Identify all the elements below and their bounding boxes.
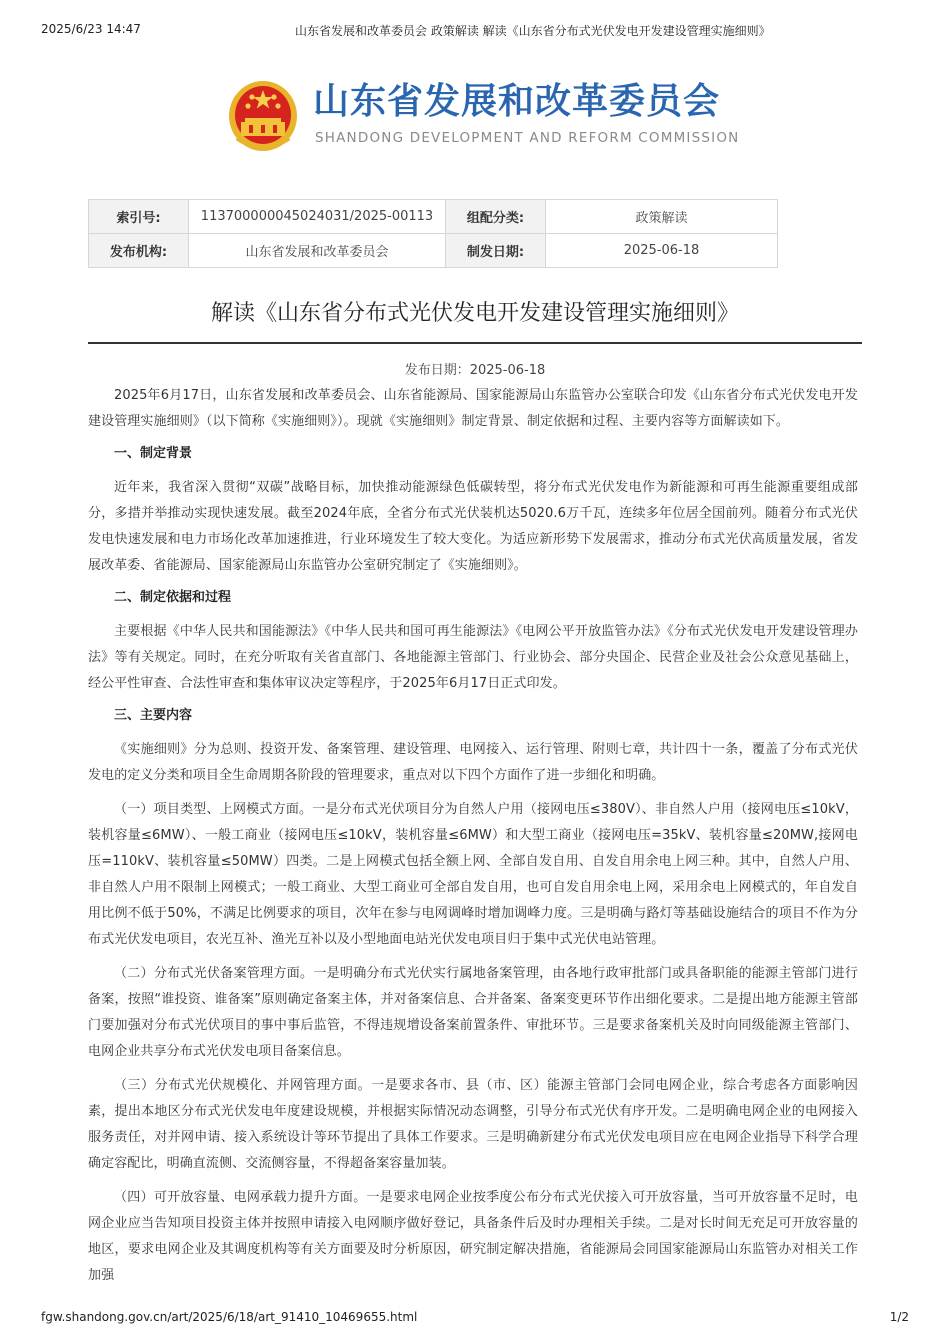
- paragraph: （一）项目类型、上网模式方面。一是分布式光伏项目分为自然人户用（接网电压≤380V）、非自然人户用（接网电压≤10kV，装机容量≤6MW）、一般工商业（接网电压≤10kV，装机容量≤6MW）和大型工商业（接网电压=35kV、装机容量≤20MW,接网电压=110kV、装机容量≤50MW）四类。二是上网模式包括全额上网、全部自发自用、自发自用余电上网三种。其中，自然人户用、非自然人户用不限制上网模式；一般工商业、大型工商业可全部自发自用，也可自发自用余电上网，采用余电上网模式的，年自发自用比例不低于50%，不满足比例要求的项目，次年在参与电网调峰时增加调峰力度。三是明确与路灯等基础设施结合的项目不作为分布式光伏发电项目，农光互补、渔光互补以及小型地面电站光伏发电项目归于集中式光伏电站管理。: [88, 802, 858, 947]
- page-title: 解读《山东省分布式光伏发电开发建设管理实施细则》: [210, 301, 739, 326]
- issuer-value: 山东省发展和改革委员会: [189, 234, 446, 268]
- index-label: 索引号:: [89, 200, 189, 234]
- date-label: 制发日期:: [446, 234, 546, 268]
- page-url: fgw.shandong.gov.cn/art/2025/6/18/art_91410_10469655.html: [41, 1310, 418, 1324]
- section-heading-background: 一、制定背景: [114, 446, 193, 461]
- paragraph: （二）分布式光伏备案管理方面。一是明确分布式光伏实行属地备案管理，由各地行政审批部门或具备职能的能源主管部门进行备案，按照“谁投资、谁备案”原则确定备案主体，并对备案信息、合并备案、备案变更环节作出细化要求。二是提出地方能源主管部门要加强对分布式光伏项目的事中事后监管，不得违规增设备案前置条件、审批环节。三是要求备案机关及时向同级能源主管部门、电网企业共享分布式光伏发电项目备案信息。: [88, 966, 858, 1059]
- paragraph: 近年来，我省深入贯彻“双碳”战略目标，加快推动能源绿色低碳转型，将分布式光伏发电作为新能源和可再生能源重要组成部分，多措并举推动实现快速发展。截至2024年底，全省分布式光伏装机达5020.6万千瓦，连续多年位居全国前列。随着分布式光伏发电快速发展和电力市场化改革加速推进，行业环境发生了较大变化。为适应新形势下发展需求，推动分布式光伏高质量发展，省发展改革委、省能源局、国家能源局山东监管办公室研究制定了《实施细则》。: [88, 480, 858, 573]
- site-logo[interactable]: [227, 74, 740, 154]
- page-number: 1/2: [889, 1310, 909, 1324]
- publish-date: 发布日期：2025-06-18: [404, 363, 546, 378]
- title-divider: [88, 342, 862, 344]
- paragraph: 主要根据《中华人民共和国能源法》《中华人民共和国可再生能源法》《电网公平开放监管办法》《分布式光伏发电开发建设管理办法》等有关规定。同时，在充分听取有关省直部门、各地能源主管部门、行业协会、部分央国企、民营企业及社会公众意见基础上，经公平性审查、合法性审查和集体审议决定等程序，于2025年6月17日正式印发。: [88, 624, 858, 691]
- article-body: [88, 383, 858, 1297]
- print-footer: [41, 1310, 909, 1328]
- category-value: 政策解读: [546, 200, 778, 234]
- paragraph: 《实施细则》分为总则、投资开发、备案管理、建设管理、电网接入、运行管理、附则七章，共计四十一条，覆盖了分布式光伏发电的定义分类和项目全生命周期各阶段的管理要求，重点对以下四个方面作了进一步细化和明确。: [88, 742, 858, 783]
- date-value: 2025-06-18: [546, 234, 778, 268]
- issuer-label: 发布机构:: [89, 234, 189, 268]
- category-label: 组配分类:: [446, 200, 546, 234]
- intro-paragraph: 2025年6月17日，山东省发展和改革委员会、山东省能源局、国家能源局山东监管办公室联合印发《山东省分布式光伏发电开发建设管理实施细则》（以下简称《实施细则》）。现就《实施细则》制定背景、制定依据和过程、主要内容等方面解读如下。: [88, 388, 858, 429]
- print-header: [41, 22, 909, 40]
- print-datetime: 2025/6/23 14:47: [41, 22, 141, 36]
- document-meta-table: [88, 199, 778, 268]
- logo-chinese-name: 山东省发展和改革委员会: [313, 81, 721, 122]
- paragraph: （四）可开放容量、电网承载力提升方面。一是要求电网企业按季度公布分布式光伏接入可开放容量，当可开放容量不足时，电网企业应当告知项目投资主体并按照申请接入电网顺序做好登记，具备条件后及时办理相关手续。二是对长时间无充足可开放容量的地区，要求电网企业及其调度机构等有关方面要及时分析原因，研究制定解决措施，省能源局会同国家能源局山东监管办对相关工作加强: [88, 1190, 858, 1283]
- section-heading-basis: 二、制定依据和过程: [114, 590, 232, 605]
- paragraph: （三）分布式光伏规模化、并网管理方面。一是要求各市、县（市、区）能源主管部门会同电网企业，综合考虑各方面影响因素，提出本地区分布式光伏发电年度建设规模，并根据实际情况动态调整，引导分布式光伏有序开发。二是明确电网企业的电网接入服务责任，对并网申请、接入系统设计等环节提出了具体工作要求。三是明确新建分布式光伏发电项目应在电网企业指导下科学合理确定容配比，明确直流侧、交流侧容量，不得超备案容量加装。: [88, 1078, 858, 1171]
- logo-english-name: SHANDONG DEVELOPMENT AND REFORM COMMISSION: [315, 130, 740, 146]
- index-value: 113700000045024031/2025-00113: [189, 200, 446, 234]
- print-page-title: 山东省发展和改革委员会 政策解读 解读《山东省分布式光伏发电开发建设管理实施细则》: [295, 24, 771, 38]
- national-emblem-icon: [227, 76, 299, 152]
- section-heading-content: 三、主要内容: [114, 708, 193, 723]
